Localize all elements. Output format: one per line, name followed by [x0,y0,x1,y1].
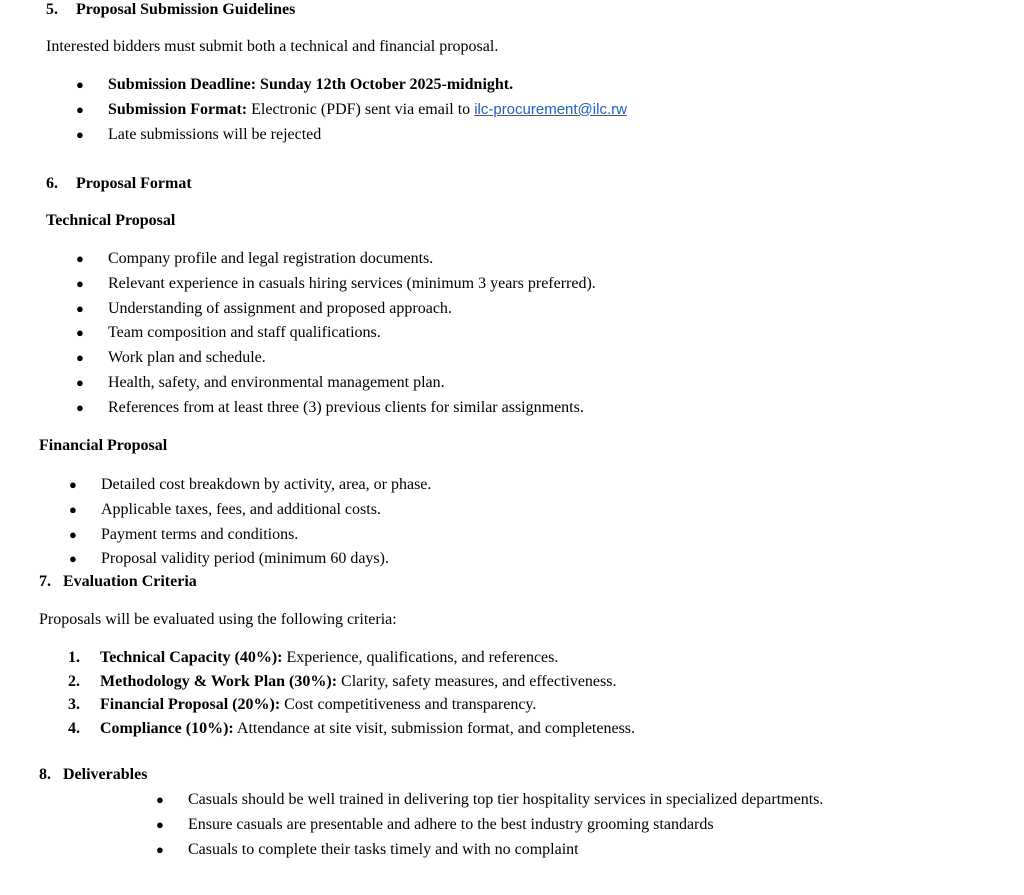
list-item-text: Relevant experience in casuals hiring services (minimum 3 years preferred). [108,274,596,292]
technical-proposal-list [76,249,596,423]
format-label: Submission Format: [108,100,248,118]
section-number: 6. [46,175,58,192]
section-number: 8. [39,766,51,783]
bullet-icon: ● [76,251,84,266]
bullet-icon: ● [69,551,77,567]
list-item-text: Proposal validity period (minimum 60 days). [101,550,389,568]
section-7-intro: Proposals will be evaluated using the following criteria: [39,611,397,628]
list-item [69,549,431,574]
criterion-text: Cost competitiveness and transparency. [280,696,537,714]
item-number: 1. [68,649,80,666]
bullet-icon: ● [76,374,84,390]
section-number: 7. [39,573,51,590]
bullet-icon: ● [76,399,84,415]
list-item [76,75,627,100]
evaluation-criteria-list [68,648,635,742]
list-item-text: Casuals should be well trained in delivering top tier hospitality services in specialized departments. [188,791,824,808]
financial-proposal-heading: Financial Proposal [39,437,168,454]
section-5-heading [46,0,295,19]
section-number: 5. [46,1,58,18]
section-title: Proposal Submission Guidelines [76,1,296,18]
list-item [76,323,596,348]
bullet-icon: ● [76,300,84,316]
list-item-text: Detailed cost breakdown by activity, area, or phase. [101,476,432,493]
list-item-text: Ensure casuals are presentable and adhere to the best industry grooming standards [188,815,714,833]
criterion-label: Technical Capacity (40%): [100,649,283,666]
list-item [69,525,431,550]
list-item-text: References from at least three (3) previous clients for similar assignments. [108,398,584,416]
late-text: Late submissions will be rejected [108,125,322,143]
submission-list [76,75,627,149]
criterion-label: Methodology & Work Plan (30%): [100,672,338,690]
list-item-text: Work plan and schedule. [108,349,266,367]
criterion-label: Financial Proposal (20%): [100,696,281,714]
list-item-text: Health, safety, and environmental management plan. [108,373,445,391]
section-title: Proposal Format [76,175,192,192]
list-item-text: Company profile and legal registration documents. [108,250,434,267]
format-text: Electronic (PDF) sent via email to [247,100,475,118]
bullet-icon: ● [76,77,84,92]
list-item-text: Payment terms and conditions. [101,525,299,543]
list-item [68,672,635,696]
bullet-icon: ● [156,792,164,807]
criterion-text: Experience, qualifications, and references. [282,649,559,666]
deadline-text: Submission Deadline: Sunday 12th October 2025-midnight. [108,76,514,93]
criterion-text: Clarity, safety measures, and effectiveness. [337,672,617,690]
bullet-icon: ● [69,501,77,517]
section-6-heading [46,174,192,193]
list-item [76,398,596,423]
item-number: 4. [68,719,80,737]
deliverables-list [156,790,823,864]
financial-proposal-list [69,475,431,574]
bullet-icon: ● [76,101,84,117]
list-item [69,475,431,500]
list-item [68,648,635,672]
list-item [76,125,627,150]
bullet-icon: ● [69,477,77,492]
list-item [156,815,823,840]
list-item [68,719,635,743]
criterion-label: Compliance (10%): [100,719,234,737]
list-item [76,348,596,373]
section-title: Deliverables [63,766,148,783]
list-item [76,249,596,274]
list-item [69,500,431,525]
list-item [156,790,823,815]
bullet-icon: ● [156,841,164,857]
list-item [68,695,635,719]
bullet-icon: ● [76,126,84,142]
list-item [76,299,596,324]
bullet-icon: ● [156,816,164,832]
procurement-email-link[interactable]: ilc-procurement@ilc.rw [474,100,627,118]
item-number: 3. [68,696,80,714]
criterion-text: Attendance at site visit, submission format, and completeness. [233,719,636,737]
list-item [76,373,596,398]
section-8-heading [39,765,147,784]
list-item [156,840,823,865]
list-item-text: Casuals to complete their tasks timely and with no complaint [188,840,579,858]
bullet-icon: ● [69,526,77,542]
list-item-text: Understanding of assignment and proposed approach. [108,299,452,317]
section-title: Evaluation Criteria [63,573,197,590]
section-7-heading [39,572,197,591]
list-item-text: Team composition and staff qualifications. [108,324,381,342]
bullet-icon: ● [76,325,84,341]
list-item-text: Applicable taxes, fees, and additional costs. [101,500,381,518]
bullet-icon: ● [76,350,84,366]
technical-proposal-heading: Technical Proposal [46,212,176,229]
bullet-icon: ● [76,275,84,291]
list-item [76,100,627,125]
section-5-intro: Interested bidders must submit both a technical and financial proposal. [46,38,499,55]
list-item [76,274,596,299]
item-number: 2. [68,672,80,690]
